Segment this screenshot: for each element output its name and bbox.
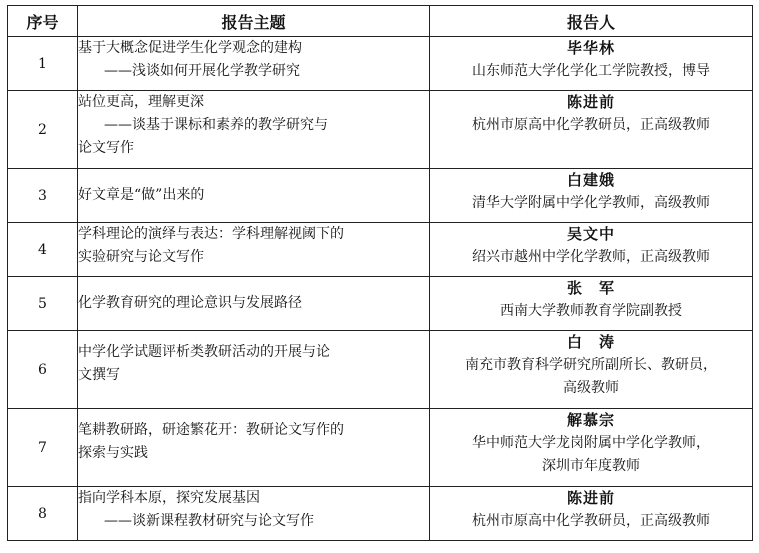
reporter-affiliation: 绍兴市越州中学化学教师，正高级教师 bbox=[472, 249, 710, 265]
topic-title: 学科理论的演绎与表达：学科理解视阈下的 bbox=[78, 226, 344, 242]
row-seq: 2 bbox=[8, 91, 78, 169]
table-row bbox=[8, 223, 753, 277]
header-topic: 报告主题 bbox=[78, 6, 430, 37]
topic-subtitle: ——浅谈如何开展化学教学研究 bbox=[104, 63, 300, 79]
row-seq: 3 bbox=[8, 169, 78, 223]
report-schedule-table bbox=[7, 5, 753, 541]
row-reporter bbox=[430, 409, 753, 487]
row-topic bbox=[78, 91, 430, 169]
topic-subtitle-continued: 论文写作 bbox=[78, 140, 134, 156]
topic-title: 中学化学试题评析类教研活动的开展与论 bbox=[78, 344, 330, 360]
row-topic bbox=[78, 277, 430, 331]
row-topic bbox=[78, 37, 430, 91]
reporter-name: 张 军 bbox=[566, 279, 615, 297]
row-reporter bbox=[430, 223, 753, 277]
row-reporter bbox=[430, 331, 753, 409]
row-reporter bbox=[430, 169, 753, 223]
reporter-name: 解慕宗 bbox=[566, 411, 615, 429]
reporter-title: 深圳市年度教师 bbox=[542, 458, 640, 474]
row-topic bbox=[78, 409, 430, 487]
row-reporter bbox=[430, 91, 753, 169]
table-row bbox=[8, 169, 753, 223]
header-row bbox=[8, 6, 753, 37]
row-reporter bbox=[430, 277, 753, 331]
reporter-affiliation: 西南大学教师教育学院副教授 bbox=[500, 303, 682, 319]
topic-title-continued: 探索与实践 bbox=[78, 445, 148, 461]
table-row bbox=[8, 91, 753, 169]
table-row bbox=[8, 331, 753, 409]
reporter-name: 毕华林 bbox=[566, 39, 615, 57]
topic-subtitle: ——谈新课程教材研究与论文写作 bbox=[104, 513, 314, 529]
row-topic bbox=[78, 487, 430, 541]
reporter-name: 白 涛 bbox=[566, 333, 615, 351]
table-row bbox=[8, 487, 753, 541]
row-seq: 1 bbox=[8, 37, 78, 91]
header-seq: 序号 bbox=[8, 6, 78, 37]
topic-title: 指向学科本原，探究发展基因 bbox=[78, 490, 260, 506]
reporter-affiliation: 杭州市原高中化学教研员，正高级教师 bbox=[472, 117, 710, 133]
reporter-name: 陈进前 bbox=[566, 489, 615, 507]
row-topic bbox=[78, 331, 430, 409]
row-topic bbox=[78, 169, 430, 223]
row-seq: 5 bbox=[8, 277, 78, 331]
topic-title-continued: 实验研究与论文写作 bbox=[78, 249, 204, 265]
reporter-name: 白建娥 bbox=[566, 171, 615, 189]
header-reporter: 报告人 bbox=[430, 6, 753, 37]
row-seq: 7 bbox=[8, 409, 78, 487]
reporter-affiliation: 清华大学附属中学化学教师，高级教师 bbox=[472, 195, 710, 211]
row-seq: 8 bbox=[8, 487, 78, 541]
topic-title: 基于大概念促进学生化学观念的建构 bbox=[78, 40, 302, 56]
row-reporter bbox=[430, 487, 753, 541]
reporter-name: 陈进前 bbox=[566, 93, 615, 111]
reporter-name: 吴文中 bbox=[566, 225, 615, 243]
topic-title: 化学教育研究的理论意识与发展路径 bbox=[78, 295, 302, 311]
reporter-affiliation: 杭州市原高中化学教研员，正高级教师 bbox=[472, 513, 710, 529]
reporter-affiliation: 山东师范大学化学化工学院教授，博导 bbox=[472, 63, 710, 79]
table-row bbox=[8, 409, 753, 487]
table-row bbox=[8, 37, 753, 91]
topic-title: 笔耕教研路，研途繁花开：教研论文写作的 bbox=[78, 422, 344, 438]
row-seq: 6 bbox=[8, 331, 78, 409]
reporter-affiliation: 南充市教育科学研究所副所长、教研员， bbox=[465, 357, 717, 373]
reporter-title: 高级教师 bbox=[563, 380, 619, 396]
row-topic bbox=[78, 223, 430, 277]
topic-subtitle: ——谈基于课标和素养的教学研究与 bbox=[104, 117, 328, 133]
table-row bbox=[8, 277, 753, 331]
reporter-affiliation: 华中师范大学龙岗附属中学化学教师， bbox=[472, 435, 710, 451]
topic-title: 站位更高，理解更深 bbox=[78, 94, 204, 110]
row-reporter bbox=[430, 37, 753, 91]
topic-title: 好文章是“做”出来的 bbox=[78, 187, 205, 203]
topic-title-continued: 文撰写 bbox=[78, 367, 120, 383]
row-seq: 4 bbox=[8, 223, 78, 277]
